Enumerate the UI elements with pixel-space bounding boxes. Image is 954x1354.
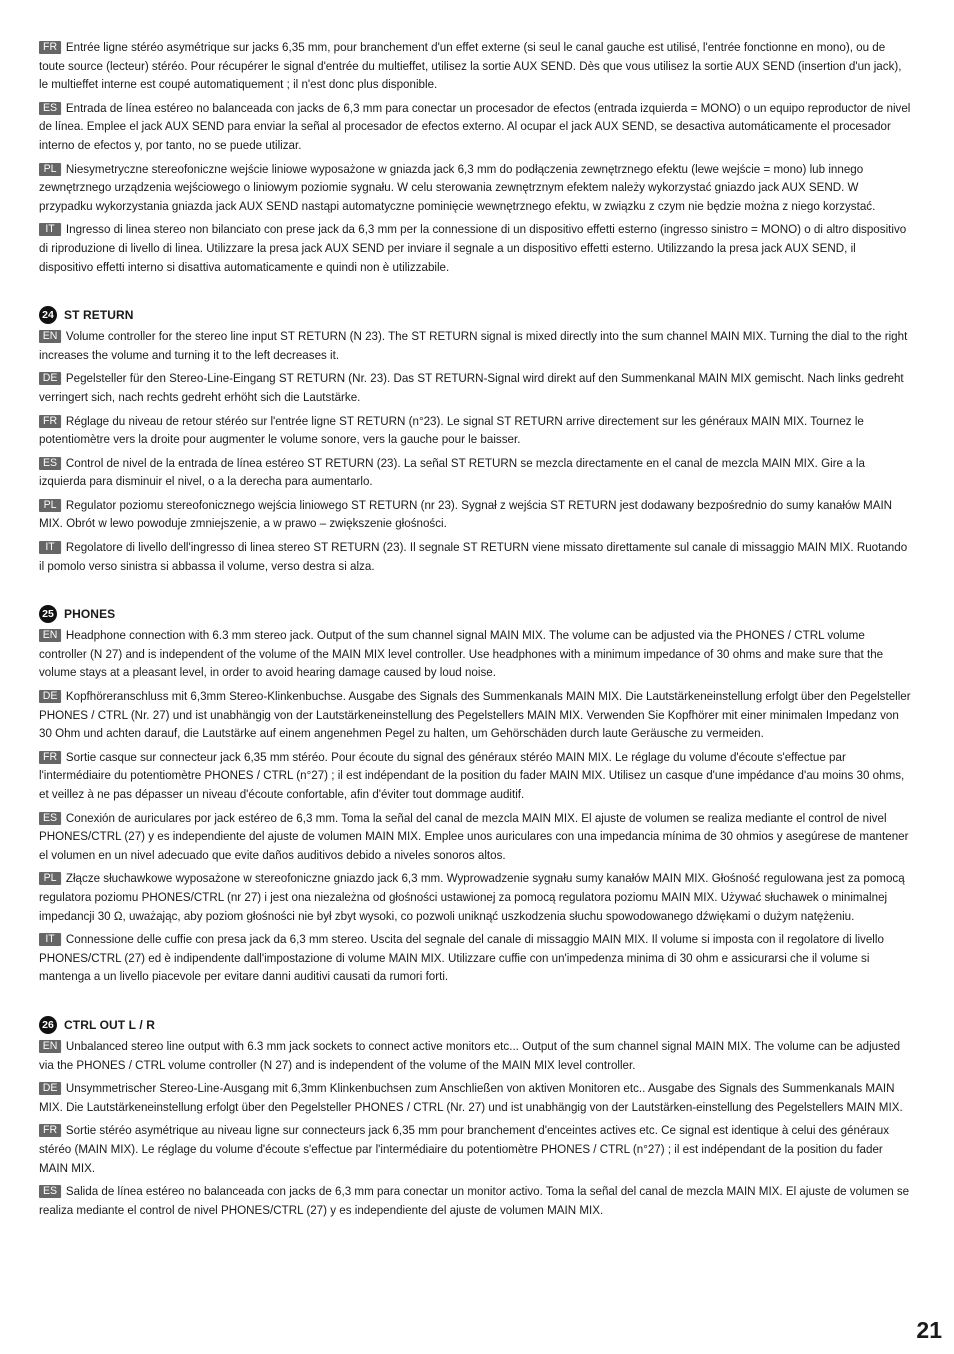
- paragraph-es: [39, 99, 913, 155]
- paragraph-text: Ingresso di linea stereo non bilanciato con prese jack da 6,3 mm per la connessione di un dispositivo effetti esterno (ingresso sinistro = MONO) o di altro dispositivo di riproduzione di livello di linea. Utilizzare la presa jack AUX SEND per inviare il segnale a un dispositivo effetti esterno. Utilizzando la presa jack AUX SEND, il dispositivo effetti interno si disattiva automaticamente e quindi non è utilizzabile.: [39, 222, 907, 274]
- section-24: [39, 304, 914, 575]
- section-number-badge: 24: [39, 306, 57, 324]
- paragraph-pl: [39, 869, 913, 925]
- language-badge: ES: [39, 812, 61, 825]
- section-title: CTRL OUT L / R: [64, 1017, 155, 1032]
- paragraph-text: Sortie casque sur connecteur jack 6,35 mm stéréo. Pour écoute du signal des généraux stéréo MAIN MIX. Le réglage du volume d'écoute s'effectue par l'intermédiaire du potentiomètre PHONES / CTRL (n°27) ; il est indépendant de la position du fader MAIN MIX. Utilisez un casque d'une impédance d'au moins 30 ohms, et veillez à ne pas dépasser un niveau d'écoute confortable, afin d'éviter tout dommage auditif.: [39, 749, 905, 801]
- paragraph-text: Unbalanced stereo line output with 6.3 mm jack sockets to connect active monitors etc... Output of the sum channel signal MAIN MIX. The volume can be adjusted via the PHONES / CTRL volume controller (N 27) and is independent of the volume of the MAIN MIX level controller.: [39, 1038, 901, 1072]
- language-badge: ES: [39, 1185, 61, 1198]
- paragraph-text: Control de nivel de la entrada de línea estéreo ST RETURN (23). La señal ST RETURN se mezcla directamente en el canal de mezcla MAIN MIX. Gire a la izquierda para disminuir el nivel, o a la derecha para aumentarlo.: [39, 455, 865, 489]
- paragraph-pl: [39, 496, 913, 533]
- paragraph-text: Niesymetryczne stereofoniczne wejście liniowe wyposażone w gniazda jack 6,3 mm do podłączenia zewnętrznego efektu (lewe wejście = mono) lub innego zewnętrznego urządzenia wejściowego o liniowym poziomie sygnału. W celu sterowania zewnętrznym efektem należy wykorzystać gniazdo jack AUX SEND. W przypadku wykorzystania gniazda jack AUX SEND nastąpi automatyczne pominięcie wewnętrznego efektu, w związku z czym nie będzie można z niego korzystać.: [39, 161, 876, 213]
- section-title: ST RETURN: [64, 308, 134, 323]
- language-badge: IT: [39, 223, 61, 236]
- language-badge: IT: [39, 933, 61, 946]
- section-number-badge: 26: [39, 1016, 57, 1034]
- paragraph-it: [39, 538, 913, 575]
- paragraph-text: Regolatore di livello dell'ingresso di linea stereo ST RETURN (23). Il segnale ST RETURN viene missato direttamente sul canale di missaggio MAIN MIX. Ruotando il pomolo verso sinistra si abbassa il volume, verso destra si alza.: [39, 540, 908, 573]
- section-title: PHONES: [64, 607, 116, 622]
- paragraph-text: Headphone connection with 6.3 mm stereo jack. Output of the sum channel signal MAIN MIX. The volume can be adjusted via the PHONES / CTRL volume controller (N 27) and is independent of the volume of the MAIN MIX level controller. Use headphones with a minimum impedance of 30 ohms and make sure that the volume stays at a pleasant level, in order to avoid hearing damage caused by loud noise.: [39, 628, 884, 680]
- language-badge: FR: [39, 751, 61, 764]
- paragraph-de: [39, 687, 913, 743]
- paragraph-text: Regulator poziomu stereofonicznego wejścia liniowego ST RETURN (nr 23). Sygnał z wejścia ST RETURN jest dodawany bezpośrednio do sumy kanałów MAIN MIX. Obrót w lewo powoduje zmniejszenie, a w prawo – zwiększenie głośności.: [39, 497, 893, 531]
- paragraph-text: Unsymmetrischer Stereo-Line-Ausgang mit 6,3mm Klinkenbuchsen zum Anschließen von aktiven Monitoren etc.. Ausgabe des Signals des Summenkanals MAIN MIX. Die Lautstärkeneinstellung erfolgt über den Pegelsteller PHONES / CTRL (Nr. 27) und ist unabhängig von der Lautstärken-einstellung des Pegelstellers MAIN MIX.: [39, 1081, 903, 1114]
- section-number-badge: 25: [39, 605, 57, 623]
- intro-block: [39, 38, 914, 276]
- paragraph-en: [39, 327, 913, 364]
- language-badge: PL: [39, 163, 61, 176]
- paragraph-pl: [39, 160, 913, 216]
- language-badge: DE: [39, 372, 61, 385]
- paragraph-fr: [39, 748, 913, 804]
- paragraph-es: [39, 1182, 913, 1219]
- language-badge: PL: [39, 499, 61, 512]
- paragraph-fr: [39, 412, 913, 449]
- paragraph-text: Entrée ligne stéréo asymétrique sur jacks 6,35 mm, pour branchement d'un effet externe (si seul le canal gauche est utilisé, l'entrée fonctionne en mono), ou de toute source (lecteur) stéréo. Pour récupérer le signal d'entrée du multieffet, utilisez la sortie AUX SEND. Dès que vous utilisez la sortie AUX SEND (insertion d'un jack), le multieffet interne est coupé automatiquement ; il n'est donc plus disponible.: [39, 40, 902, 92]
- paragraph-es: [39, 809, 913, 865]
- language-badge: ES: [39, 457, 61, 470]
- language-badge: FR: [39, 41, 61, 54]
- language-badge: DE: [39, 1082, 61, 1095]
- paragraph-fr: [39, 38, 913, 94]
- paragraph-it: [39, 220, 913, 276]
- paragraph-fr: [39, 1121, 913, 1177]
- language-badge: ES: [39, 102, 61, 115]
- language-badge: DE: [39, 690, 61, 703]
- paragraph-text: Volume controller for the stereo line input ST RETURN (N 23). The ST RETURN signal is mixed directly into the sum channel MAIN MIX. Turning the dial to the right increases the volume and turning it to the left decreases it.: [39, 329, 908, 362]
- paragraph-text: Connessione delle cuffie con presa jack da 6,3 mm stereo. Uscita del segnale del canale di missaggio MAIN MIX. Il volume si imposta con il regolatore di livello PHONES/CTRL (27) ed è indipendente dall'impostazione di volume MAIN MIX. Utilizzare cuffie con un'impedenza minima di 30 ohm e assicurarsi che il volume si mantenga a un livello piacevole per evitare danni auditivi causati da rumori forti.: [39, 932, 884, 984]
- section-heading: [39, 304, 914, 326]
- language-badge: IT: [39, 541, 61, 554]
- paragraph-text: Pegelsteller für den Stereo-Line-Eingang ST RETURN (Nr. 23). Das ST RETURN-Signal wird direkt auf den Summenkanal MAIN MIX gemischt. Nach links gedreht verringert sich, nach rechts gedreht erhöht sich die Lautstärke.: [39, 371, 904, 404]
- paragraph-text: Kopfhöreranschluss mit 6,3mm Stereo-Klinkenbuchse. Ausgabe des Signals des Summenkanals MAIN MIX. Die Lautstärkeneinstellung erfolgt über den Pegelsteller PHONES / CTRL (Nr. 27) und ist unabhängig von der Lautstärkeneinstellung des Pegelstellers MAIN MIX. Verwenden Sie Kopfhörer mit einer minimalen Impedanz von 30 Ohm und achten darauf, die Lautstärke auf einem angenehmen Pegel zu halten, um Gehörschäden durch laute Geräusche zu vermeiden.: [39, 689, 911, 741]
- language-badge: EN: [39, 1040, 61, 1053]
- section-26: [39, 1014, 914, 1219]
- section-heading: [39, 1014, 914, 1036]
- page-number: 21: [916, 1317, 942, 1343]
- section-heading: [39, 603, 914, 625]
- language-badge: EN: [39, 330, 61, 343]
- document-body: [39, 38, 914, 1224]
- sections-container: [39, 304, 914, 1219]
- language-badge: EN: [39, 629, 61, 642]
- paragraph-es: [39, 454, 913, 491]
- language-badge: PL: [39, 872, 61, 885]
- paragraph-de: [39, 369, 913, 406]
- section-25: [39, 603, 914, 986]
- paragraph-en: [39, 1037, 913, 1074]
- paragraph-text: Réglage du niveau de retour stéréo sur l'entrée ligne ST RETURN (n°23). Le signal ST RETURN arrive directement sur les généraux MAIN MIX. Tournez le potentiomètre vers la droite pour augmenter le volume sonore, vers la gauche pour le baisser.: [39, 413, 864, 447]
- paragraph-text: Conexión de auriculares por jack estéreo de 6,3 mm. Toma la señal del canal de mezcla MAIN MIX. El ajuste de volumen se realiza mediante el control de nivel PHONES/CTRL (27) y es independiente del ajuste de volumen MAIN MIX. Emplee unos auriculares con una impedancia mínima de 30 ohmios y asegúrese de mantener el volumen en un nivel adecuado que evite daños auditivos debido a niveles sonoros altos.: [39, 810, 909, 862]
- paragraph-text: Entrada de línea estéreo no balanceada con jacks de 6,3 mm para conectar un procesador de efectos (entrada izquierda = MONO) o un equipo reproductor de nivel de línea. Emplee el jack AUX SEND para enviar la señal al procesador de efectos externo. Al ocupar el jack AUX SEND, se desactiva automáticamente el procesador interno de efectos y, por tanto, no se puede utilizar.: [39, 100, 911, 152]
- paragraph-de: [39, 1079, 913, 1116]
- paragraph-it: [39, 930, 913, 986]
- language-badge: FR: [39, 415, 61, 428]
- paragraph-text: Sortie stéréo asymétrique au niveau ligne sur connecteurs jack 6,35 mm pour branchement d'enceintes actives etc. Ce signal est identique à celui des généraux stéréo (MAIN MIX). Le réglage du volume d'écoute s'effectue par l'intermédiaire du potentiomètre PHONES / CTRL (n°27) ; il est indépendant de la position du fader MAIN MIX.: [39, 1123, 890, 1175]
- paragraph-en: [39, 626, 913, 682]
- language-badge: FR: [39, 1124, 61, 1137]
- paragraph-text: Złącze słuchawkowe wyposażone w stereofoniczne gniazdo jack 6,3 mm. Wyprowadzenie sygnału sumy kanałów MAIN MIX. Głośność regulowana jest za pomocą regulatora poziomu PHONES/CTRL (nr 27) i jest ona niezależna od głośności ustawionej za pomocą regulatora poziomu MAIN MIX. Używać słuchawek o minimalnej impedancji 30 Ω, uważając, aby poziom głośności nie był zbyt wysoki, co pozwoli uniknąć uszkodzenia słuchu spowodowanego dźwiękami o dużym natężeniu.: [39, 871, 905, 923]
- paragraph-text: Salida de línea estéreo no balanceada con jacks de 6,3 mm para conectar un monitor activo. Toma la señal del canal de mezcla MAIN MIX. El ajuste de volumen se realiza mediante el control de nivel PHONES/CTRL (27) y es independiente del ajuste de volumen MAIN MIX.: [39, 1184, 910, 1217]
